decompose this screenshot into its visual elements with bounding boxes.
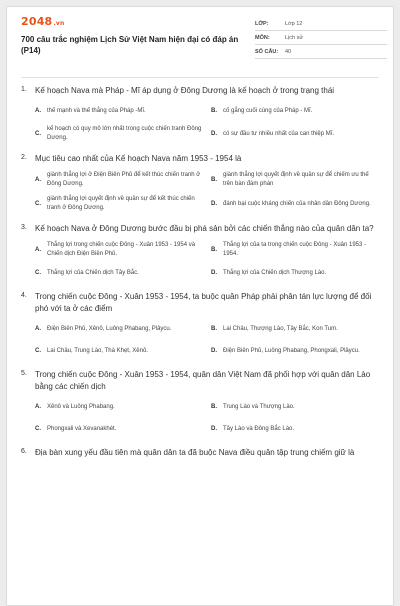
answer-option-c[interactable] <box>35 125 203 143</box>
question-text: Mục tiêu cao nhất của Kế hoạch Nava năm 1953 - 1954 là <box>35 154 242 163</box>
question-item <box>21 153 379 213</box>
meta-value: Lớp 12 <box>285 20 303 27</box>
question-item <box>21 291 379 359</box>
option-letter: A. <box>35 326 41 332</box>
option-letter: A. <box>35 404 41 410</box>
option-letter: D. <box>211 201 217 207</box>
question-text: Kế hoạch Nava ở Đông Dương bước đầu bị phá sản bởi các chiến thắng nào của quân dân ta? <box>35 224 374 233</box>
answer-option-b[interactable] <box>211 103 379 119</box>
option-text: Thắng lợi trong chiến cuộc Đông - Xuân 1953 - 1954 và Chiến dịch Điện Biên Phủ. <box>47 242 196 257</box>
answer-option-b[interactable] <box>211 399 379 415</box>
document-page <box>6 6 394 606</box>
answer-options <box>35 171 379 213</box>
answer-option-a[interactable] <box>35 321 203 337</box>
option-letter: C. <box>35 201 41 207</box>
answer-option-d[interactable] <box>211 343 379 359</box>
option-text: đánh bại cuộc kháng chiến của nhân dân Đông Dương. <box>223 200 371 207</box>
option-text: Trung Lào và Thượng Lào. <box>223 403 295 410</box>
option-letter: D. <box>211 270 217 276</box>
question-text: Trong chiến cuộc Đông - Xuân 1953 - 1954, ta buộc quân Pháp phải phân tán lực lượng để đối phó với ta ở các điểm <box>35 292 372 313</box>
option-letter: A. <box>35 108 41 114</box>
question-item <box>21 369 379 437</box>
question-text: Kế hoạch Nava mà Pháp - Mĩ áp dụng ở Đông Dương là kế hoạch ở trong trạng thái <box>35 86 335 95</box>
option-text: Thắng lợi của Chiến dịch Thượng Lào. <box>223 269 327 276</box>
question-number: 5. <box>21 370 27 377</box>
answer-option-d[interactable] <box>211 195 379 213</box>
option-letter: B. <box>211 247 217 253</box>
answer-option-d[interactable] <box>211 265 379 281</box>
question-text: Địa bàn xung yếu đầu tiên mà quân dân ta đã buộc Nava điều quân tập trung chiếm giữ là <box>35 448 355 457</box>
option-letter: D. <box>211 426 217 432</box>
option-text: Điện Biên Phủ, Xênô, Luông Phabang, Plâycu. <box>47 325 172 332</box>
option-text: thế mạnh và thế thắng của Pháp -Mĩ. <box>47 107 146 114</box>
answer-option-a[interactable] <box>35 241 203 259</box>
answer-option-d[interactable] <box>211 125 379 143</box>
option-text: kế hoạch có quy mô lớn nhất trong cuộc chiến tranh Đông Dương. <box>47 126 202 141</box>
meta-label: SỐ CÂU: <box>255 48 279 55</box>
answer-option-a[interactable] <box>35 399 203 415</box>
meta-label: LỚP: <box>255 20 269 27</box>
question-item <box>21 447 379 459</box>
option-letter: B. <box>211 326 217 332</box>
answer-option-a[interactable] <box>35 103 203 119</box>
answer-option-c[interactable] <box>35 343 203 359</box>
option-letter: A. <box>35 177 41 183</box>
logo-tld: .vn <box>53 20 65 27</box>
answer-options <box>35 103 379 143</box>
option-letter: C. <box>35 131 41 137</box>
logo-text: 2048 <box>21 15 53 28</box>
option-letter: B. <box>211 177 217 183</box>
question-number: 6. <box>21 448 27 455</box>
answer-option-b[interactable] <box>211 171 379 189</box>
option-text: Tây Lào và Đông Bắc Lào. <box>223 425 295 432</box>
answer-option-b[interactable] <box>211 321 379 337</box>
option-text: giành thắng lợi quyết định về quân sự để kết thúc chiến tranh ở Đông Dương. <box>47 196 195 211</box>
meta-row-class <box>255 17 387 31</box>
meta-table <box>255 17 387 59</box>
option-text: Điện Biên Phủ, Luông Phabang, Phongxali, Plâycu. <box>223 347 360 354</box>
document-title: 700 câu trắc nghiệm Lịch Sử Việt Nam hiện đại có đáp án (P14) <box>21 35 239 55</box>
option-letter: D. <box>211 348 217 354</box>
meta-label: MÔN: <box>255 34 270 41</box>
answer-option-c[interactable] <box>35 195 203 213</box>
option-text: Xênô và Luông Phabang. <box>47 403 115 410</box>
question-item <box>21 223 379 281</box>
option-letter: C. <box>35 348 41 354</box>
question-number: 2. <box>21 154 27 161</box>
option-text: cố gắng cuối cùng của Pháp - Mĩ. <box>223 107 313 114</box>
option-text: Lai Châu, Thượng Lào, Tây Bắc, Kon Tum. <box>223 325 338 332</box>
option-text: Phongxali và Xevanakhét. <box>47 425 117 432</box>
meta-row-subject <box>255 31 387 45</box>
document-header <box>7 7 393 71</box>
option-text: giành thắng lợi quyết định về quân sự để chiếm ưu thế trên bàn đàm phán <box>223 172 369 187</box>
question-number: 3. <box>21 224 27 231</box>
meta-value: 40 <box>285 48 292 55</box>
question-item <box>21 85 379 143</box>
header-divider <box>21 77 379 78</box>
question-list <box>21 85 379 469</box>
answer-option-c[interactable] <box>35 421 203 437</box>
option-text: giành thắng lợi ở Điện Biên Phủ để kết thúc chiến tranh ở Đông Dương. <box>47 172 201 187</box>
answer-option-c[interactable] <box>35 265 203 281</box>
option-text: Lai Châu, Trung Lào, Thà Khẹt, Xênô. <box>47 347 148 354</box>
answer-option-b[interactable] <box>211 241 379 259</box>
meta-value: Lịch sử <box>285 34 304 41</box>
option-text: Thắng lợi của Chiến dịch Tây Bắc. <box>47 269 139 276</box>
question-number: 1. <box>21 86 27 93</box>
option-letter: D. <box>211 131 217 137</box>
answer-options <box>35 399 379 437</box>
question-number: 4. <box>21 292 27 299</box>
answer-option-a[interactable] <box>35 171 203 189</box>
question-text: Trong chiến cuộc Đông - Xuân 1953 - 1954, quân dân Việt Nam đã phối hợp với quân dân Lào bằng các chiến dịch <box>35 370 371 391</box>
option-text: có sự đầu tư nhiều nhất của can thiệp Mĩ. <box>223 130 335 137</box>
answer-options <box>35 241 379 281</box>
option-letter: B. <box>211 404 217 410</box>
option-letter: B. <box>211 108 217 114</box>
answer-options <box>35 321 379 359</box>
meta-row-count <box>255 45 387 59</box>
option-letter: A. <box>35 247 41 253</box>
option-text: Thắng lợi của ta trong chiến cuộc Đông - Xuân 1953 - 1954. <box>223 242 367 257</box>
answer-option-d[interactable] <box>211 421 379 437</box>
option-letter: C. <box>35 270 41 276</box>
option-letter: C. <box>35 426 41 432</box>
